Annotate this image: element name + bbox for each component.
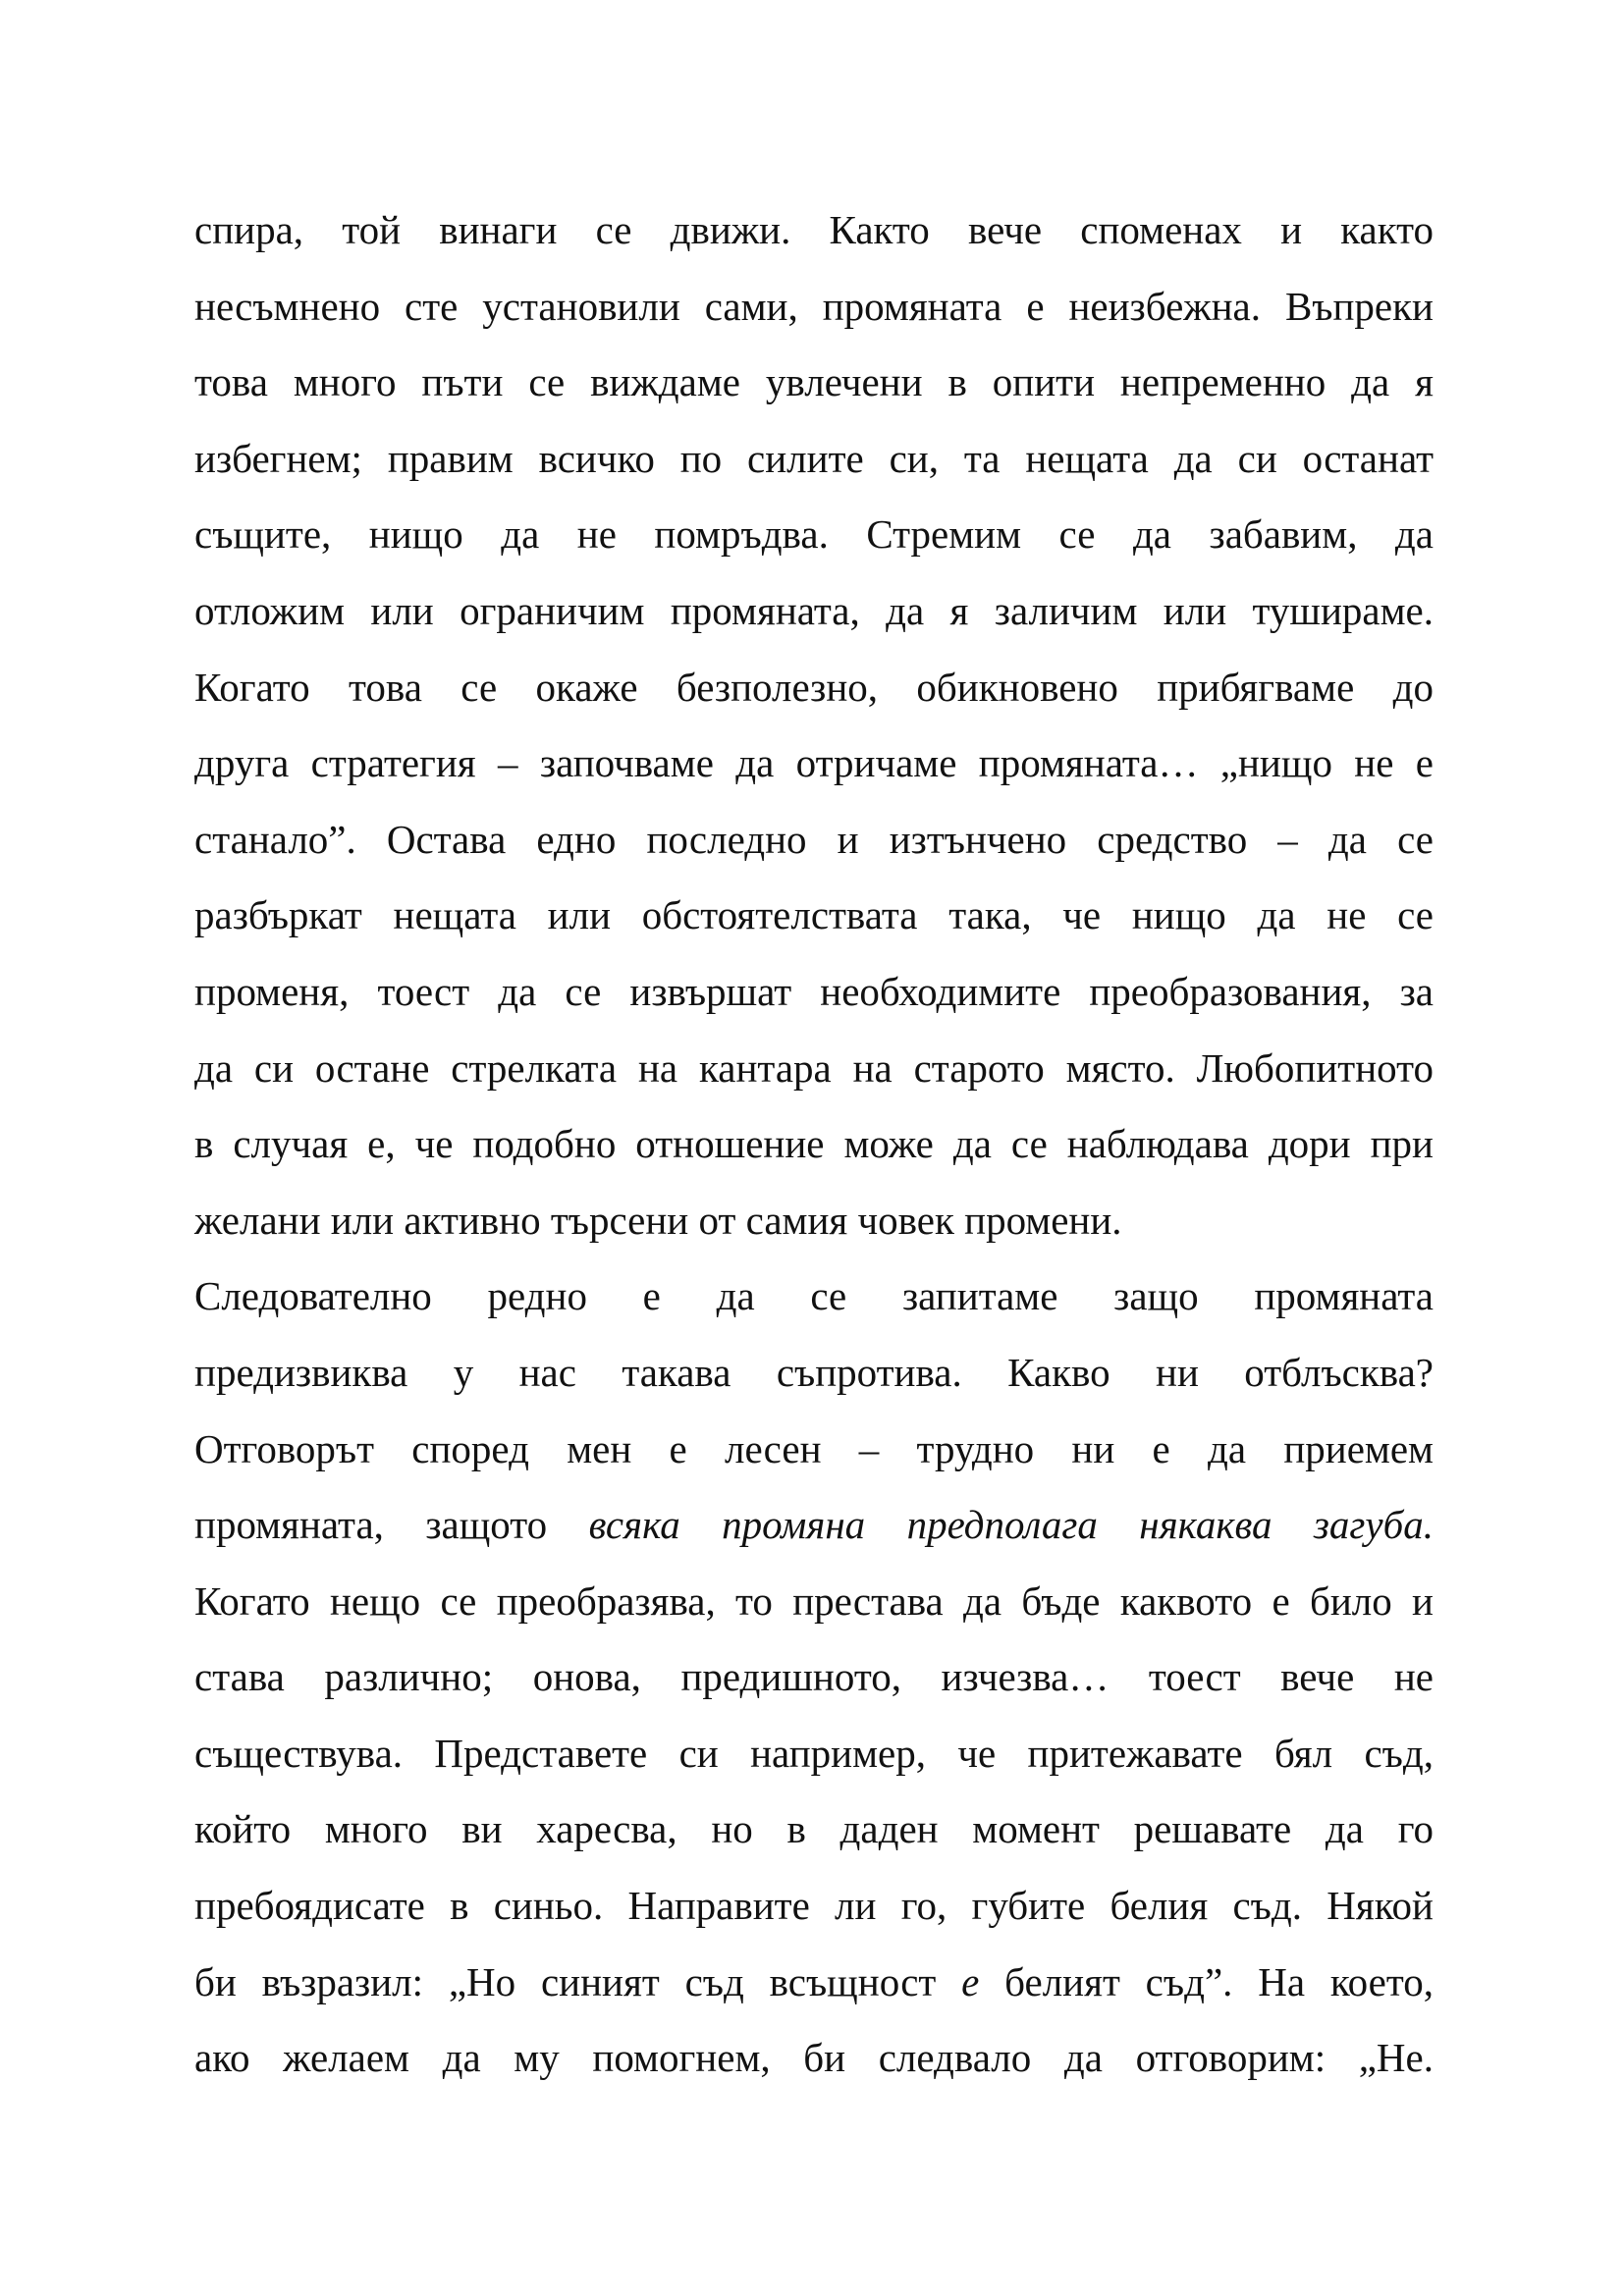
text-line [194,2020,1434,2097]
text-line [194,954,1434,1031]
italic-text-segment: е [961,1958,980,2004]
text-line [194,1487,1434,1564]
text-segment: ако желаем да му помогнем, би следвало да отговорим: „Не. [194,2035,1434,2081]
text-line [194,269,1434,346]
text-line [194,1791,1434,1868]
text-segment: би възразил: „Но синият съд всъщност [194,1958,962,2004]
italic-text-segment: всяка промяна предполага някаква загуба. [588,1502,1434,1548]
text-line [194,1258,1434,1335]
text-segment: става различно; онова, предишното, изчезва… тоест вече не [194,1654,1434,1700]
text-line [194,1564,1434,1640]
text-segment: отложим или ограничим промяната, да я заличим или тушираме. [194,587,1434,633]
text-line [194,802,1434,879]
text-segment: Следователно редно е да се запитаме защо промяната [194,1273,1434,1319]
text-segment: разбъркат нещата или обстоятелствата така, че нищо да не се [194,892,1434,938]
text-segment: промяната, защото [194,1502,589,1548]
text-line [194,1716,1434,1792]
text-line [194,1335,1434,1412]
text-line [194,878,1434,954]
text-line [194,497,1434,573]
text-line [194,1031,1434,1107]
text-segment: да си остане стрелката на кантара на старото място. Любопитното [194,1044,1434,1091]
text-segment: в случая е, че подобно отношение може да се наблюдава дори при [194,1121,1434,1167]
text-segment: Когато нещо се преобразява, то престава да бъде каквото е било и [194,1577,1434,1624]
text-line [194,1639,1434,1716]
text-segment: същите, нищо да не помръдва. Стремим се да забавим, да [194,511,1434,558]
text-segment: това много пъти се виждаме увлечени в опити непременно да я [194,359,1434,405]
text-segment: спира, той винаги се движи. Както вече споменах и както [194,207,1434,252]
text-segment: несъмнено сте установили сами, промяната е неизбежна. Въпреки [194,283,1434,329]
text-segment: пребоядисате в синьо. Направите ли го, губите белия съд. Някой [194,1883,1434,1929]
text-segment: който много ви харесва, но в даден момент решавате да го [194,1806,1434,1852]
text-segment: съществува. Представете си например, че притежавате бял съд, [194,1730,1434,1776]
text-segment: Отговорът според мен е лесен – трудно ни е да приемем [194,1425,1434,1471]
text-line [194,1106,1434,1183]
text-line [194,1412,1434,1488]
text-line [194,573,1434,650]
text-segment: избегнем; правим всичко по силите си, та нещата да си останат [194,435,1434,481]
text-line [194,725,1434,802]
text-line [194,1183,1434,1259]
text-segment: желани или активно търсени от самия човек промени. [194,1197,1122,1243]
text-line [194,650,1434,726]
body-text [194,192,1434,2097]
text-line [194,1945,1434,2021]
text-line [194,1868,1434,1945]
text-line [194,192,1434,269]
text-segment: Когато това се окаже безполезно, обикновено прибягваме до [194,664,1434,710]
text-line [194,345,1434,421]
text-segment: белият съд”. На което, [979,1958,1434,2004]
text-segment: променя, тоест да се извършат необходимите преобразования, за [194,968,1434,1014]
text-segment: друга стратегия – започваме да отричаме промяната… „нищо не е [194,740,1434,786]
text-line [194,421,1434,498]
text-segment: станало”. Остава едно последно и изтънчено средство – да се [194,816,1434,862]
text-segment: предизвиква у нас такава съпротива. Какво ни отблъсква? [194,1349,1434,1395]
